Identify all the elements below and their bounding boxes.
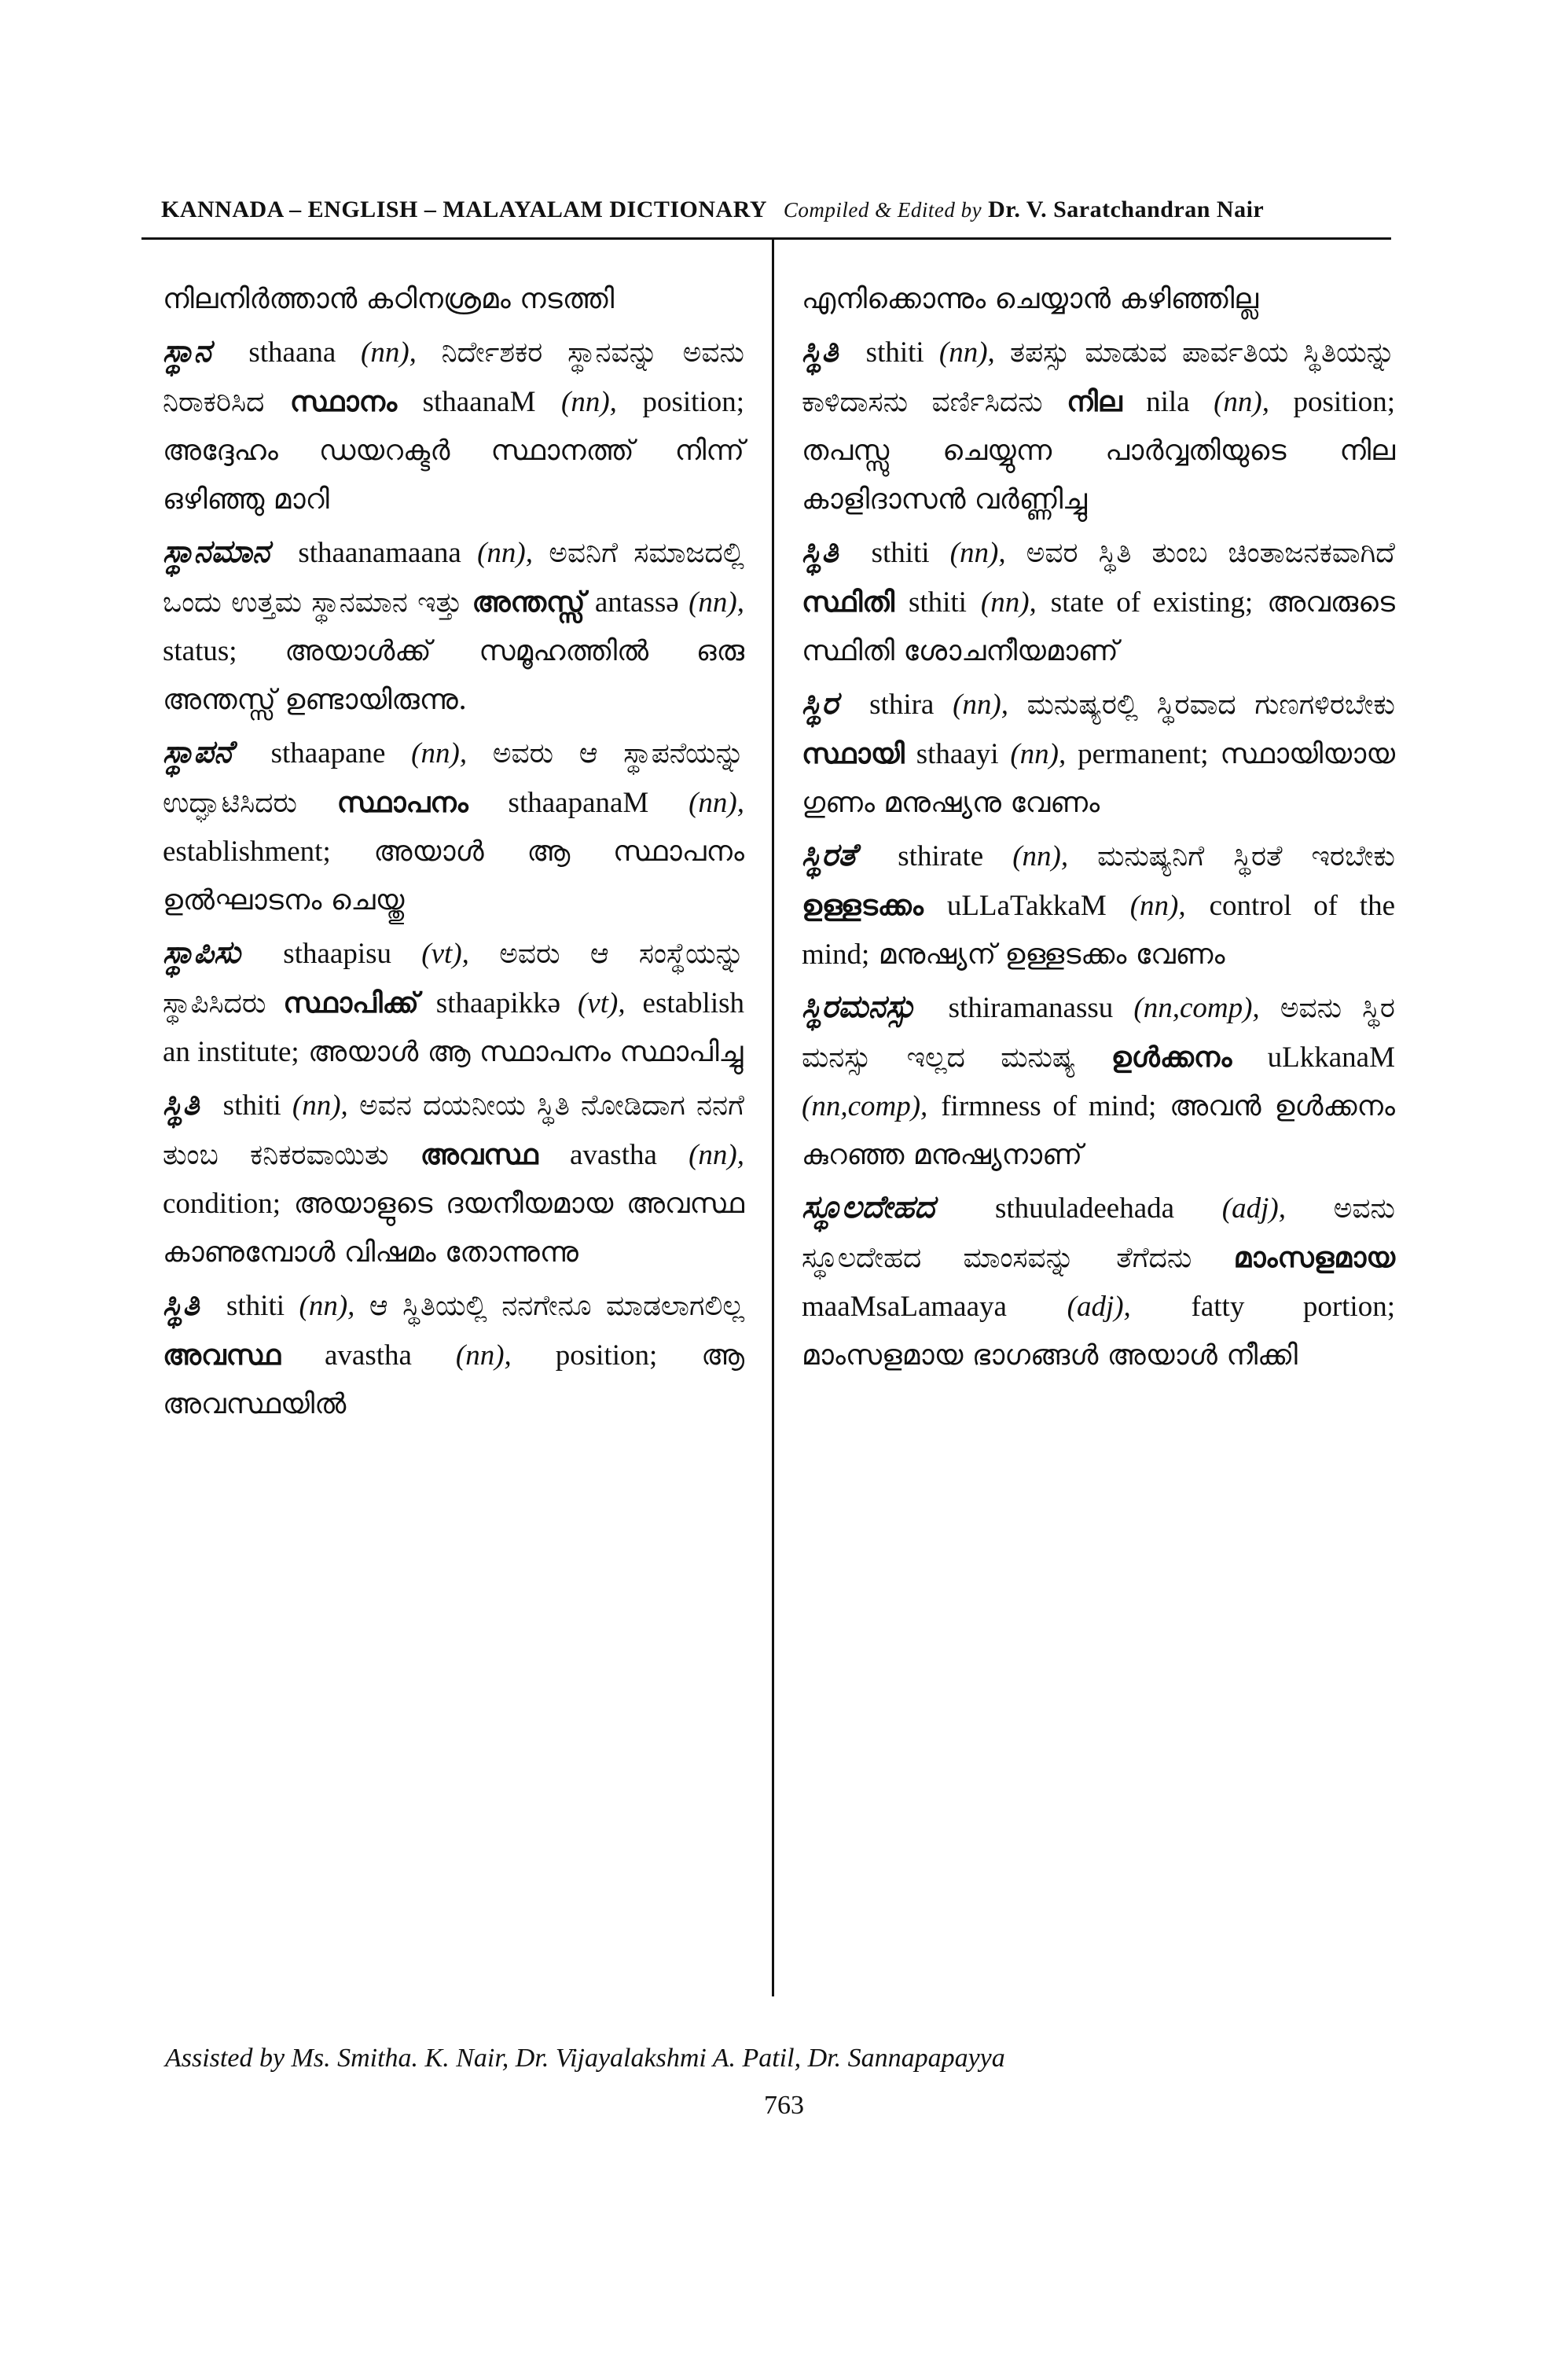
- part-of-speech: (nn),: [1010, 738, 1067, 770]
- malayalam-example: അയാൾ ആ സ്ഥാപനം സ്ഥാപിച്ചു: [308, 1036, 744, 1068]
- english-gloss: state of existing;: [1050, 586, 1254, 619]
- transliteration: sthaapisu: [283, 938, 391, 970]
- transliteration: sthirate: [898, 840, 984, 872]
- malayalam-example: സ്ഥായിയായ ഗുണം മനുഷ്യനു വേണം: [802, 738, 1396, 819]
- english-gloss: establish an institute;: [163, 987, 744, 1068]
- kannada-headword: ಸ್ಥಾನ: [163, 332, 211, 369]
- entry-continuation: എനിക്കൊന്നും ചെയ്യാൻ കഴിഞ്ഞില്ല: [802, 283, 1259, 315]
- part-of-speech: (vt),: [421, 938, 469, 970]
- kannada-example: ಅವನು ಸ್ಥೂಲದೇಹದ ಮಾಂಸವನ್ನು ತೆಗೆದನು: [802, 1192, 1395, 1274]
- dictionary-entry: [163, 527, 744, 725]
- dictionary-entry: [163, 728, 744, 925]
- malayalam-equivalent: സ്ഥാപനം: [336, 786, 468, 819]
- kannada-headword: ಸ್ಥಾನಮಾನ: [163, 533, 270, 570]
- malayalam-example: അദ്ദേഹം ഡയറക്ടർ സ്ഥാനത്ത് നിന്ന് ഒഴിഞ്ഞു മാറി: [163, 435, 744, 516]
- kannada-headword: ಸ್ಥಿತಿ: [163, 1286, 200, 1323]
- part-of-speech: (nn),: [411, 737, 468, 769]
- page-number: 763: [764, 2091, 804, 2120]
- malayalam-equivalent: മാംസളമായ: [1233, 1241, 1395, 1274]
- malayalam-transliteration: avastha: [325, 1339, 412, 1372]
- part-of-speech: (nn),: [1214, 386, 1269, 418]
- kannada-example: ಅವರು ಆ ಸಂಸ್ಥೆಯನ್ನು ಸ್ಥಾಪಿಸಿದರು: [163, 938, 744, 1019]
- transliteration: sthiramanassu: [948, 992, 1114, 1024]
- malayalam-example: ആ അവസ്ഥയിൽ: [163, 1339, 744, 1420]
- part-of-speech: (nn),: [1129, 890, 1186, 922]
- part-of-speech: (nn),: [689, 1139, 744, 1171]
- kannada-headword: ಸ್ಥಿತಿ: [802, 332, 839, 369]
- kannada-headword: ಸ್ಥಾಪಿಸು: [163, 934, 241, 971]
- malayalam-equivalent: സ്ഥായി: [802, 737, 905, 770]
- dictionary-entry: [163, 1280, 744, 1429]
- part-of-speech: (nn),: [1012, 840, 1069, 872]
- transliteration: sthaapane: [270, 737, 386, 769]
- malayalam-transliteration: sthaanaM: [422, 386, 536, 418]
- part-of-speech: (nn),: [689, 787, 745, 819]
- malayalam-equivalent: നില: [1067, 385, 1122, 418]
- dictionary-entry: [163, 1080, 744, 1277]
- kannada-headword: ಸ್ಥಿರ: [802, 685, 839, 722]
- malayalam-transliteration: sthaapikkə: [435, 987, 561, 1019]
- english-gloss: control of the mind;: [802, 890, 1395, 971]
- transliteration: sthiti: [222, 1089, 281, 1122]
- dictionary-entry: [163, 928, 744, 1077]
- part-of-speech: (nn),: [938, 336, 995, 369]
- malayalam-example: മാംസളമായ ഭാഗങ്ങൾ അയാൾ നീക്കി: [802, 1339, 1298, 1372]
- kannada-example: ತಪಸ್ಸು ಮಾಡುವ ಪಾರ್ವತಿಯ ಸ್ಥಿತಿಯನ್ನು ಕಾಳಿದಾಸನು ವರ್ಣಿಸಿದನು: [802, 336, 1396, 418]
- part-of-speech: (nn),: [292, 1089, 348, 1122]
- right-column: [802, 275, 1395, 1383]
- transliteration: sthiti: [226, 1290, 285, 1322]
- malayalam-example: മനുഷ്യന് ഉള്ളടക്കം വേണം: [878, 938, 1225, 971]
- dictionary-entry: [802, 831, 1395, 979]
- malayalam-equivalent: അവസ്ഥ: [163, 1339, 281, 1372]
- malayalam-example: തപസ്സു ചെയ്യുന്ന പാർവ്വതിയുടെ നില കാളിദാസൻ വർണ്ണിച്ചു: [802, 435, 1395, 516]
- part-of-speech: (nn),: [953, 689, 1008, 721]
- kannada-example: ಅವನಿಗೆ ಸಮಾಜದಲ್ಲಿ ಒಂದು ಉತ್ತಮ ಸ್ಥಾನಮಾನ ಇತ್ತು: [163, 537, 744, 619]
- kannada-example: ಅವನು ಸ್ಥಿರ ಮನಸ್ಸು ಇಲ್ಲದ ಮನುಷ್ಯ: [802, 992, 1395, 1074]
- author-name: Dr. V. Saratchandran Nair: [988, 196, 1265, 222]
- kannada-headword: ಸ್ಥಿತಿ: [163, 1085, 200, 1122]
- malayalam-transliteration: maaMsaLamaaya: [802, 1291, 1007, 1323]
- dictionary-entry: [802, 982, 1395, 1180]
- part-of-speech: (nn),: [949, 537, 1006, 569]
- transliteration: sthiti: [865, 336, 924, 369]
- part-of-speech: (nn,comp),: [802, 1090, 928, 1122]
- malayalam-transliteration: sthaayi: [916, 738, 999, 770]
- english-gloss: position;: [1293, 386, 1395, 418]
- malayalam-equivalent: സ്ഥിതി: [802, 586, 895, 619]
- header-rule: [141, 237, 1391, 240]
- english-gloss: position;: [642, 386, 744, 418]
- part-of-speech: (nn),: [561, 386, 617, 418]
- malayalam-equivalent: ഉള്ളടക്കം: [802, 889, 924, 922]
- dictionary-entry: [802, 527, 1395, 676]
- malayalam-transliteration: sthaapanaM: [508, 787, 649, 819]
- malayalam-transliteration: uLLaTakkaM: [946, 890, 1107, 922]
- english-gloss: status;: [163, 635, 237, 667]
- kannada-headword: ಸ್ಥಿರತೆ: [802, 836, 857, 873]
- dictionary-entry: [163, 327, 744, 524]
- malayalam-transliteration: sthiti: [908, 586, 967, 619]
- kannada-example: ಅವರ ಸ್ಥಿತಿ ತುಂಬ ಚಿಂತಾಜನಕವಾಗಿದೆ: [1026, 537, 1395, 569]
- kannada-example: ನಿರ್ದೇಶಕರ ಸ್ಥಾನವನ್ನು ಅವನು ನಿರಾಕರಿಸಿದ: [163, 336, 744, 418]
- kannada-headword: ಸ್ಥೂಲದೇಹದ: [802, 1188, 935, 1225]
- left-column: [163, 275, 744, 1432]
- malayalam-transliteration: avastha: [569, 1139, 657, 1171]
- malayalam-transliteration: nila: [1146, 386, 1190, 418]
- part-of-speech: (nn,comp),: [1133, 992, 1260, 1024]
- english-gloss: condition;: [163, 1188, 281, 1220]
- dictionary-entry: [163, 275, 744, 324]
- english-gloss: permanent;: [1078, 738, 1209, 770]
- transliteration: sthaana: [248, 336, 336, 369]
- running-header: [161, 196, 1387, 223]
- transliteration: sthiti: [871, 537, 930, 569]
- transliteration: sthuuladeehada: [994, 1192, 1175, 1225]
- kannada-headword: ಸ್ಥಾಪನೆ: [163, 733, 233, 770]
- kannada-headword: ಸ್ಥಿತಿ: [802, 533, 839, 570]
- kannada-headword: ಸ್ಥಿರಮನಸ್ಸು: [802, 988, 916, 1025]
- malayalam-transliteration: antassə: [594, 586, 679, 619]
- transliteration: sthira: [869, 689, 935, 721]
- dictionary-title: KANNADA – ENGLISH – MALAYALAM DICTIONARY: [161, 196, 766, 222]
- kannada-example: ಅವರು ಆ ಸ್ಥಾಪನೆಯನ್ನು ಉದ್ಘಾಟಿಸಿದರು: [163, 737, 744, 819]
- english-gloss: establishment;: [163, 836, 331, 868]
- entry-continuation: നിലനിർത്താൻ കഠിനശ്രമം നടത്തി: [163, 283, 615, 315]
- english-gloss: position;: [555, 1339, 658, 1372]
- part-of-speech: (nn),: [455, 1339, 512, 1372]
- malayalam-equivalent: സ്ഥാനം: [289, 385, 398, 418]
- part-of-speech: (adj),: [1067, 1291, 1131, 1323]
- dictionary-entry: [802, 275, 1395, 324]
- part-of-speech: (nn),: [477, 537, 533, 569]
- malayalam-equivalent: സ്ഥാപിക്ക്: [283, 986, 419, 1019]
- malayalam-example: അയാളുടെ ദയനീയമായ അവസ്ഥ കാണുമ്പോൾ വിഷമം തോന്നുന്നു: [163, 1188, 744, 1269]
- malayalam-example: അയാൾക്ക് സമൂഹത്തിൽ ഒരു അന്തസ്സ് ഉണ്ടായിരുന്നു.: [163, 635, 744, 716]
- part-of-speech: (adj),: [1221, 1192, 1286, 1225]
- part-of-speech: (nn),: [299, 1290, 355, 1322]
- assisted-by-credit: Assisted by Ms. Smitha. K. Nair, Dr. Vijayalakshmi A. Patil, Dr. Sannapapayya: [165, 2044, 1005, 2073]
- part-of-speech: (nn),: [361, 336, 417, 369]
- kannada-example: ಅವನ ದಯನೀಯ ಸ್ಥಿತಿ ನೋಡಿದಾಗ ನನಗೆ ತುಂಬ ಕನಿಕರವಾಯಿತು: [163, 1089, 744, 1171]
- kannada-example: ಆ ಸ್ಥಿತಿಯಲ್ಲಿ ನನಗೇನೂ ಮಾಡಲಾಗಲಿಲ್ಲ: [369, 1290, 744, 1322]
- english-gloss: firmness of mind;: [941, 1090, 1157, 1122]
- compiled-by-label: Compiled & Edited by: [783, 198, 982, 222]
- part-of-speech: (nn),: [980, 586, 1037, 619]
- malayalam-equivalent: അന്തസ്സ്: [472, 586, 586, 619]
- kannada-example: ಮನುಷ್ಯನಿಗೆ ಸ್ಥಿರತೆ ಇರಬೇಕು: [1097, 840, 1395, 872]
- malayalam-example: അയാൾ ആ സ്ഥാപനം ഉൽഘാടനം ചെയ്തു: [163, 836, 744, 916]
- dictionary-entry: [802, 327, 1395, 524]
- column-divider: [772, 240, 774, 1996]
- english-gloss: fatty portion;: [1191, 1291, 1395, 1323]
- malayalam-transliteration: uLkkanaM: [1267, 1041, 1396, 1074]
- malayalam-equivalent: അവസ്ഥ: [420, 1138, 538, 1171]
- part-of-speech: (nn),: [689, 586, 744, 619]
- transliteration: sthaanamaana: [298, 537, 461, 569]
- dictionary-entry: [802, 679, 1395, 828]
- malayalam-equivalent: ഉൾക്കനം: [1111, 1041, 1232, 1074]
- part-of-speech: (vt),: [577, 987, 626, 1019]
- malayalam-example: അവരുടെ സ്ഥിതി ശോചനീയമാണ്: [802, 586, 1396, 667]
- dictionary-entry: [802, 1183, 1395, 1380]
- malayalam-example: അവൻ ഉൾക്കനം കുറഞ്ഞ മനുഷ്യനാണ്: [802, 1090, 1395, 1171]
- kannada-example: ಮನುಷ್ಯರಲ್ಲಿ ಸ್ಥಿರವಾದ ಗುಣಗಳಿರಬೇಕು: [1026, 689, 1395, 721]
